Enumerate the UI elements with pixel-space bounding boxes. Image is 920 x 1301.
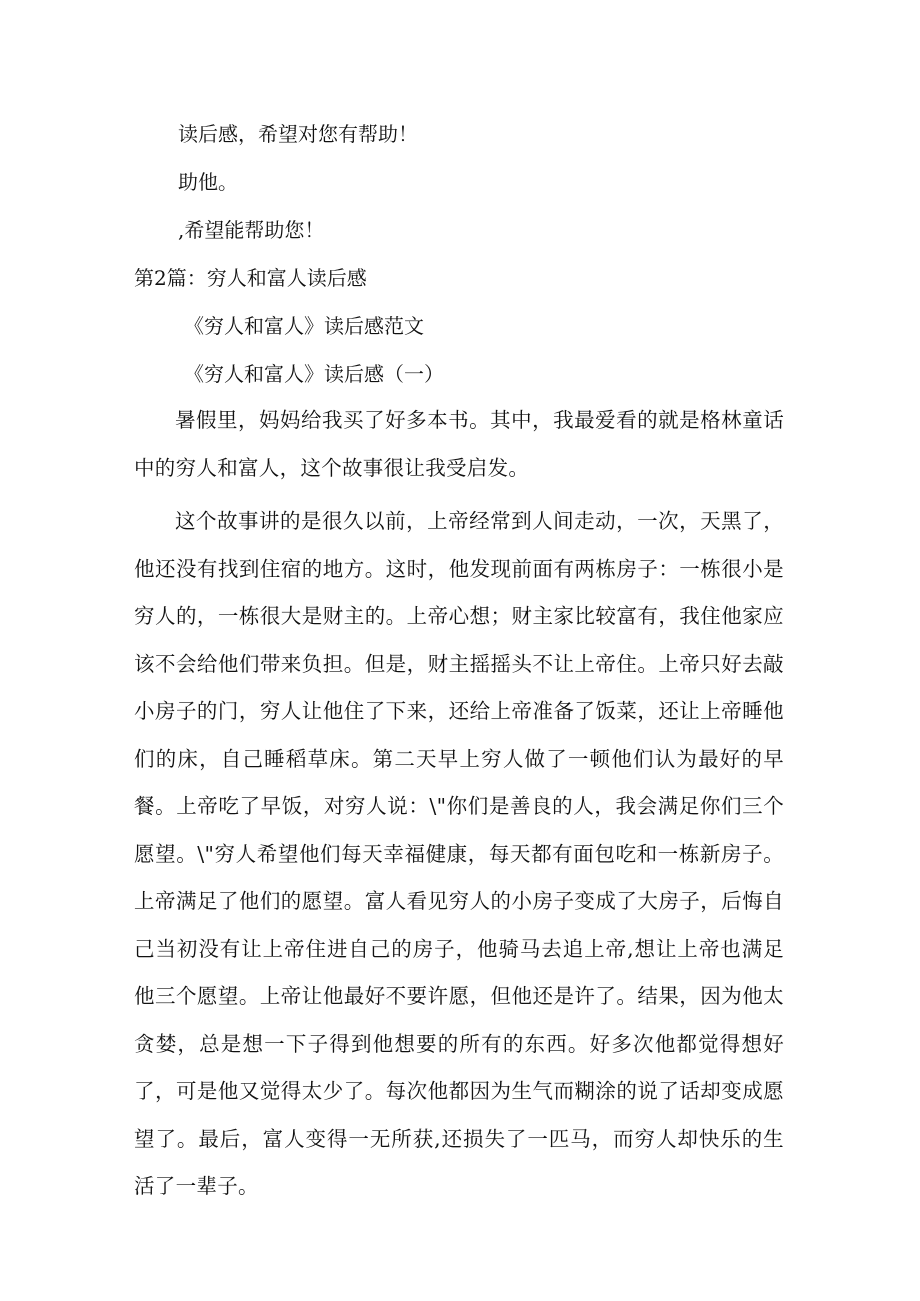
- section-heading: 第2篇：穷人和富人读后感: [134, 266, 367, 290]
- paragraph-2: 这个故事讲的是很久以前，上帝经常到人间走动，一次，天黑了，他还没有找到住宿的地方。这时，他发现前面有两栋房子：一栋很小是穷人的，一栋很大是财主的。上帝心想；财主家比较富有，我住他家应该不会给他们带来负担。但是，财主摇摇头不让上帝住。上帝只好去敲小房子的门，穷人让他住了下来，还给上帝准备了饭菜，还让上帝睡他们的床，自己睡稻草床。第二天早上穷人做了一顿他们认为最好的早餐。上帝吃了早饭，对穷人说：\"你们是善良的人，我会满足你们三个愿望。\"穷人希望他们每天幸福健康，每天都有面包吃和一栋新房子。上帝满足了他们的愿望。富人看见穷人的小房子变成了大房子，后悔自己当初没有让上帝住进自己的房子，他骑马去追上帝,想让上帝也满足他三个愿望。上帝让他最好不要许愿，但他还是许了。结果，因为他太贪婪，总是想一下子得到他想要的所有的东西。好多次他都觉得想好了，可是他又觉得太少了。每次他都因为生气而糊涂的说了话却变成愿望了。最后，富人变得一无所获,还损失了一匹马，而穷人却快乐的生活了一辈子。: [134, 509, 784, 1198]
- subtitle-essay: 《穷人和富人》读后感（一）: [184, 362, 444, 386]
- text-line-2: 助他。: [178, 170, 238, 194]
- essay-body: [134, 397, 784, 1211]
- subtitle-range: 《穷人和富人》读后感范文: [184, 314, 424, 338]
- text-line-1: 读后感，希望对您有帮助！: [178, 122, 418, 146]
- paragraph-1: 暑假里，妈妈给我买了好多本书。其中，我最爱看的就是格林童话中的穷人和富人，这个故事很让我受启发。: [134, 408, 784, 480]
- text-line-3: ,希望能帮助您！: [178, 218, 325, 242]
